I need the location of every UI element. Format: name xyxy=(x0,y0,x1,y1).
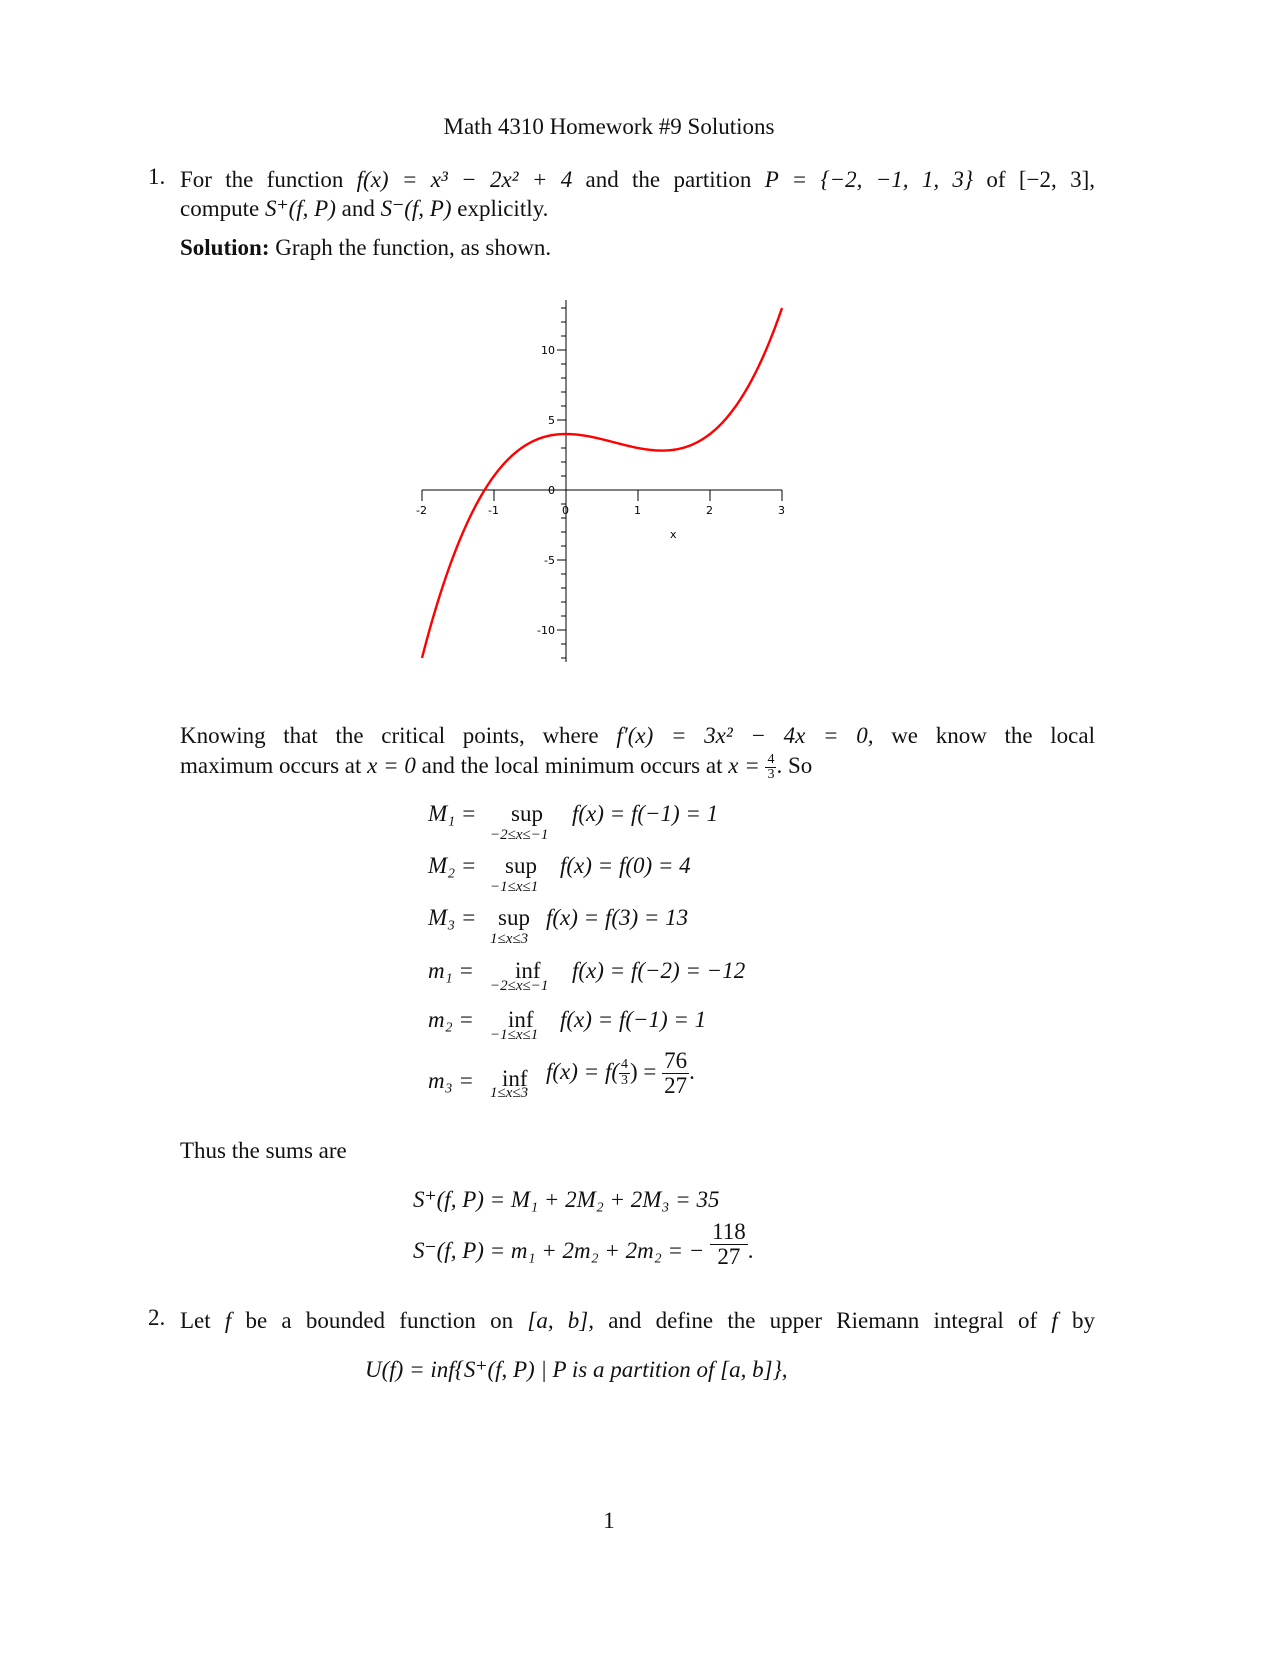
text: f(x) = f( xyxy=(546,1058,619,1084)
text: For the function xyxy=(180,167,357,192)
m1-rhs: f(x) = f(−2) = −12 xyxy=(572,958,746,983)
function-formula: f(x) = x³ − 2x² + 4 xyxy=(356,167,573,192)
y-tick-label: -5 xyxy=(544,554,555,567)
text: of xyxy=(973,167,1019,192)
M3-lhs: M₃ = xyxy=(428,905,477,930)
text: explicitly. xyxy=(451,196,549,221)
y-tick-label: 0 xyxy=(548,484,555,497)
problem-2-line xyxy=(180,1305,1095,1336)
problem-1-line-1 xyxy=(180,164,1095,195)
M3-range: 1≤x≤3 xyxy=(490,931,529,947)
fraction-four-thirds xyxy=(765,753,776,783)
text: . xyxy=(747,1237,754,1263)
numerator: 118 xyxy=(712,1219,746,1244)
text: . So xyxy=(776,753,813,778)
upper-integral-definition: U(f) = inf{S⁺(f, P) | P is a partition of [a, b]}, xyxy=(365,1357,788,1382)
M1-rhs: f(x) = f(−1) = 1 xyxy=(572,801,719,826)
local-min-formula: x = xyxy=(728,753,766,778)
interval: [−2, 3], xyxy=(1018,167,1095,192)
function-curve xyxy=(422,308,782,658)
partition-formula: P = {−2, −1, 1, 3} xyxy=(764,167,974,192)
text: ) = xyxy=(630,1058,657,1084)
lower-sum-equation xyxy=(413,1220,753,1269)
y-tick-label: 5 xyxy=(548,414,555,427)
denominator: 27 xyxy=(664,1073,688,1099)
text: and define the upper Riemann integral of xyxy=(594,1308,1052,1333)
solution-line xyxy=(180,232,1095,263)
critical-points-line-2 xyxy=(180,750,1095,783)
m1-range: −2≤x≤−1 xyxy=(490,978,549,994)
problem-1-line-2 xyxy=(180,193,1095,224)
m2-lhs: m₂ = xyxy=(428,1007,474,1032)
function-symbol: f xyxy=(224,1308,232,1333)
M2-range: −1≤x≤1 xyxy=(490,879,539,895)
M3-rhs: f(x) = f(3) = 13 xyxy=(546,905,689,930)
text: we know the local xyxy=(873,723,1095,748)
M1-range: −2≤x≤−1 xyxy=(490,827,549,843)
text: S⁻(f, P) = m₁ + 2m₂ + 2m₂ = − xyxy=(413,1237,705,1263)
text: maximum occurs at xyxy=(180,753,368,778)
page-title: Math 4310 Homework #9 Solutions xyxy=(443,114,775,139)
solution-label: Solution: xyxy=(180,235,270,260)
M2-lhs: M₂ = xyxy=(428,853,477,878)
y-tick-label: 10 xyxy=(541,344,555,357)
y-tick-label: -10 xyxy=(537,624,555,637)
text: . xyxy=(689,1058,695,1084)
fraction-118-27 xyxy=(710,1220,748,1269)
M1-operator: sup xyxy=(511,801,543,826)
problem-2-number: 2. xyxy=(148,1305,166,1330)
m3-operator: inf xyxy=(502,1066,528,1091)
interval: [a, b], xyxy=(527,1308,594,1333)
text: and the partition xyxy=(572,167,765,192)
M1-lhs: M₁ = xyxy=(428,801,477,826)
y-axis xyxy=(557,300,566,662)
numerator: 4 xyxy=(767,751,775,767)
text: Let xyxy=(180,1308,225,1333)
local-max-formula: x = 0 xyxy=(367,753,416,778)
derivative-formula: f′(x) = 3x² − 4x = 0, xyxy=(616,723,874,748)
problem-1-number: 1. xyxy=(148,164,166,189)
m1-lhs: m₁ = xyxy=(428,958,474,983)
function-graph xyxy=(400,290,820,680)
denominator: 3 xyxy=(767,767,775,783)
x-tick-label: -2 xyxy=(416,504,427,517)
denominator: 27 xyxy=(717,1244,741,1270)
critical-points-line-1 xyxy=(180,720,1095,751)
x-tick-label: 1 xyxy=(634,504,641,517)
m2-operator: inf xyxy=(508,1007,534,1032)
M2-rhs: f(x) = f(0) = 4 xyxy=(560,853,691,878)
M2-operator: sup xyxy=(505,853,537,878)
x-tick-label: 3 xyxy=(778,504,785,517)
x-axis-label: x xyxy=(670,528,677,541)
x-axis xyxy=(422,490,782,501)
m3-rhs xyxy=(546,1049,695,1098)
m3-range: 1≤x≤3 xyxy=(490,1085,529,1101)
denominator: 3 xyxy=(621,1073,628,1089)
M3-operator: sup xyxy=(498,905,530,930)
m1-operator: inf xyxy=(515,958,541,983)
text: Knowing that the critical points, where xyxy=(180,723,617,748)
lower-sum-symbol: S⁻(f, P) xyxy=(380,196,452,221)
x-tick-labels xyxy=(416,504,785,541)
numerator: 4 xyxy=(621,1057,628,1073)
fraction-76-27 xyxy=(662,1049,689,1098)
page-number: 1 xyxy=(603,1508,615,1533)
x-tick-label: 2 xyxy=(706,504,713,517)
upper-sum-equation: S⁺(f, P) = M₁ + 2M₂ + 2M₃ = 35 xyxy=(413,1187,720,1212)
fraction-four-thirds xyxy=(619,1058,630,1088)
text: be a bounded function on xyxy=(231,1308,528,1333)
m2-rhs: f(x) = f(−1) = 1 xyxy=(560,1007,707,1032)
function-symbol: f xyxy=(1051,1308,1058,1333)
numerator: 76 xyxy=(664,1048,688,1073)
text: Graph the function, as shown. xyxy=(269,235,552,260)
text: and the local minimum occurs at xyxy=(415,753,729,778)
x-tick-label: -1 xyxy=(488,504,499,517)
sums-intro: Thus the sums are xyxy=(180,1138,347,1163)
upper-sum-symbol: S⁺(f, P) xyxy=(264,196,336,221)
m2-range: −1≤x≤1 xyxy=(490,1027,539,1043)
m3-lhs: m₃ = xyxy=(428,1068,474,1093)
text: and xyxy=(335,196,381,221)
text: compute xyxy=(180,196,265,221)
x-tick-label: 0 xyxy=(562,504,569,517)
text: by xyxy=(1057,1308,1095,1333)
